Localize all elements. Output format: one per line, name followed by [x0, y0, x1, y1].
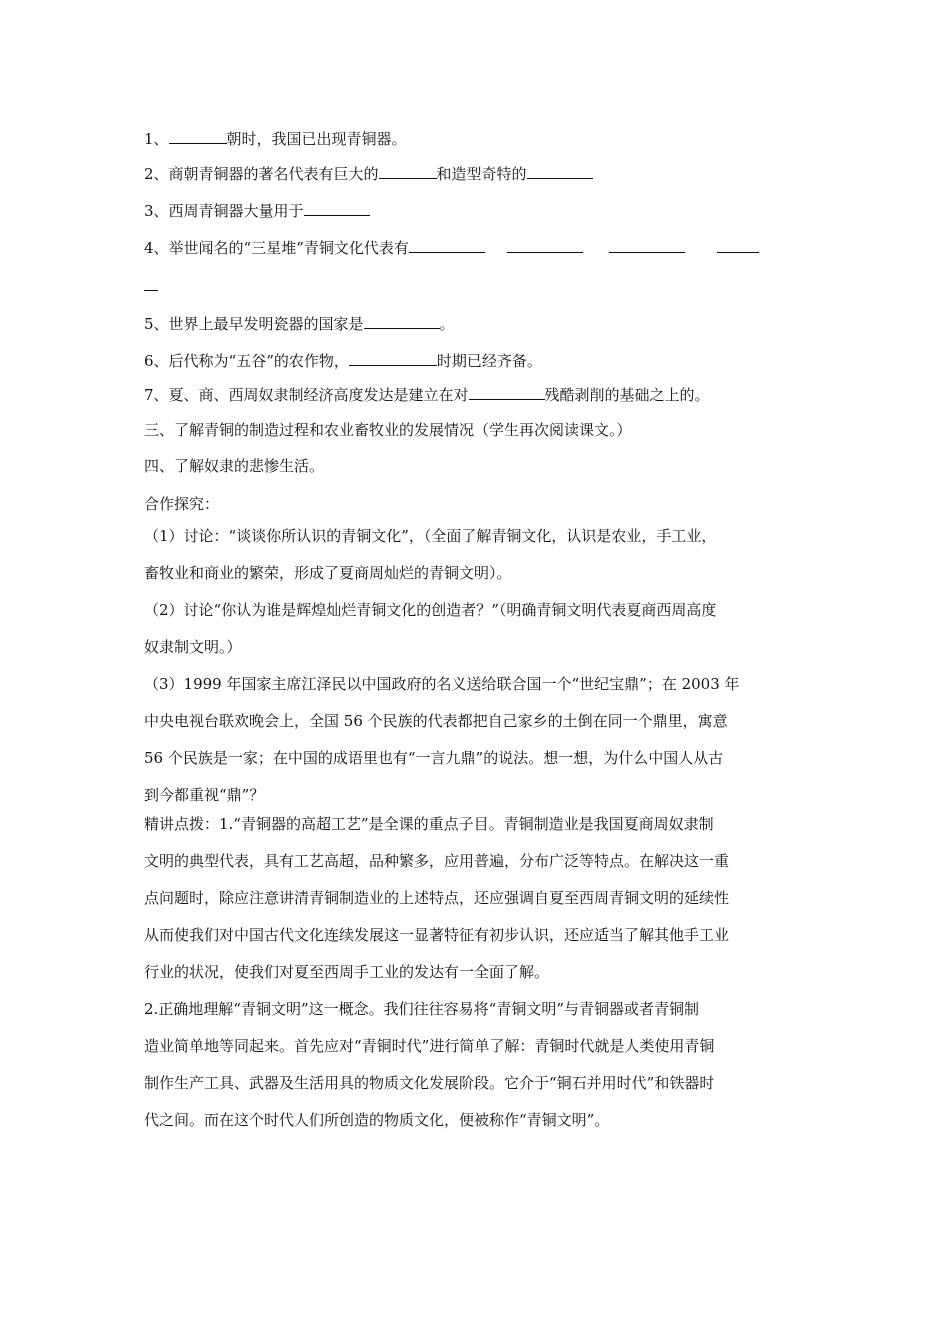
- blank-line[interactable]: [144, 275, 158, 291]
- question-5: [144, 313, 455, 334]
- guidance-2-line: 造业简单地等同起来。首先应对“青铜时代”进行简单了解：青铜时代就是人类使用青铜: [144, 1037, 715, 1055]
- discussion-2-line: 奴隶制文明。）: [144, 638, 242, 656]
- question-text: 3、西周青铜器大量用于: [144, 202, 304, 220]
- guidance-1-line: 精讲点拨：1.“青铜器的高超工艺”是全课的重点子目。青铜制造业是我国夏商周奴隶制: [144, 815, 714, 833]
- guidance-2-line: 2.正确地理解“青铜文明”这一概念。我们往往容易将“青铜文明”与青铜器或者青铜制: [144, 1000, 699, 1018]
- question-text: 6、后代称为“五谷”的农作物，: [144, 352, 349, 370]
- discussion-block: [144, 518, 808, 814]
- question-text: 。: [439, 315, 455, 333]
- question-4: [144, 237, 759, 258]
- discussion-3-line: 到今都重视“鼎”？: [144, 786, 265, 804]
- cooperative-inquiry-heading: 合作探究：: [144, 495, 220, 513]
- guidance-1-line: 文明的典型代表，具有工艺高超，品种繁多，应用普遍，分布广泛等特点。在解决这一重: [144, 852, 730, 870]
- question-7: [144, 384, 710, 405]
- question-text: 4、举世闻名的“三星堆”青铜文化代表有: [144, 239, 409, 257]
- section-three: 三、了解青铜的制造过程和农业畜牧业的发展情况（学生再次阅读课文。）: [144, 421, 632, 439]
- guidance-1-line: 从而使我们对中国古代文化连续发展这一显著特征有初步认识，还应适当了解其他手工业: [144, 926, 730, 944]
- section-four: 四、了解奴隶的悲惨生活。: [144, 457, 325, 475]
- question-text: 2、商朝青铜器的著名代表有巨大的: [144, 165, 379, 183]
- blank-line[interactable]: [717, 237, 759, 253]
- blank-line[interactable]: [609, 237, 685, 253]
- question-text: 1、: [144, 130, 169, 148]
- blank-line[interactable]: [507, 237, 583, 253]
- question-text: 残酷剥削的基础之上的。: [544, 386, 710, 404]
- blank-line[interactable]: [469, 384, 545, 400]
- guidance-2-line: 制作生产工具、武器及生活用具的物质文化发展阶段。它介于“铜石并用时代”和铁器时: [144, 1074, 715, 1092]
- blank-line[interactable]: [364, 313, 440, 329]
- discussion-1-line: 畜牧业和商业的繁荣，形成了夏商周灿烂的青铜文明）。: [144, 564, 512, 582]
- guidance-block: [144, 806, 808, 1139]
- discussion-2-line: （2）讨论“你认为谁是辉煌灿烂青铜文化的创造者？”（明确青铜文明代表夏商西周高度: [144, 601, 717, 619]
- question-1: [144, 128, 407, 149]
- guidance-1-line: 点问题时，除应注意讲清青铜制造业的上述特点，还应强调自夏至西周青铜文明的延续性: [144, 889, 730, 907]
- question-text: 时期已经齐备。: [436, 352, 542, 370]
- blank-line[interactable]: [169, 128, 227, 144]
- discussion-3-line: （3）1999 年国家主席江泽民以中国政府的名义送给联合国一个“世纪宝鼎”；在 2003 年: [144, 675, 740, 693]
- discussion-3-line: 中央电视台联欢晚会上，全国 56 个民族的代表都把自己家乡的土倒在同一个鼎里，寓意: [144, 712, 728, 730]
- blank-line[interactable]: [409, 237, 485, 253]
- question-3: [144, 200, 370, 221]
- guidance-1-line: 行业的状况，使我们对夏至西周手工业的发达有一全面了解。: [144, 963, 550, 981]
- discussion-1-line: （1）讨论：“谈谈你所认识的青铜文化”，（全面了解青铜文化，认识是农业，手工业，: [144, 527, 717, 545]
- guidance-2-line: 代之间。而在这个时代人们所创造的物质文化，便被称作“青铜文明”。: [144, 1111, 610, 1129]
- question-text: 和造型奇特的: [436, 165, 527, 183]
- question-2: [144, 163, 593, 184]
- blank-line[interactable]: [379, 163, 437, 179]
- blank-line[interactable]: [527, 163, 593, 179]
- blank-line[interactable]: [304, 200, 370, 216]
- question-text: 5、世界上最早发明瓷器的国家是: [144, 315, 364, 333]
- question-text: 7、夏、商、西周奴隶制经济高度发达是建立在对: [144, 386, 469, 404]
- question-text: 朝时，我国已出现青铜器。: [226, 130, 407, 148]
- blank-line[interactable]: [349, 350, 437, 366]
- question-4-continued: [144, 275, 158, 296]
- question-6: [144, 350, 542, 371]
- discussion-3-line: 56 个民族是一家；在中国的成语里也有“一言九鼎”的说法。想一想，为什么中国人从古: [144, 749, 724, 767]
